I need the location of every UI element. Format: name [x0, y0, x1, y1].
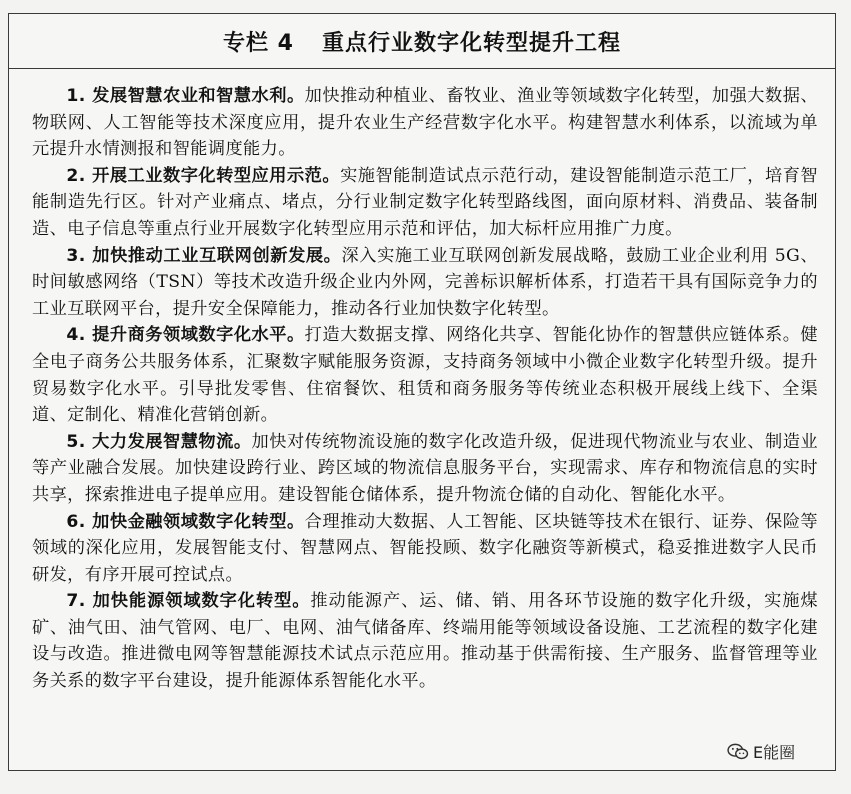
- paragraph-head: 7. 加快能源领域数字化转型。: [66, 591, 311, 612]
- watermark: [727, 740, 795, 763]
- paragraph-2: [32, 163, 818, 243]
- paragraph-1: [32, 83, 818, 163]
- paragraph-head: 2. 开展工业数字化转型应用示范。: [66, 165, 341, 186]
- column-content: [9, 69, 835, 695]
- wechat-icon: [727, 743, 749, 761]
- paragraph-body: 打造大数据支撑、网络化共享、智能化协作的智慧供应链体系。健全电子商务公共服务体系，汇聚数字赋能服务资源，支持商务领域中小微企业数字化转型升级。提升贸易数字化水平。引导批发零售、住宿餐饮、租赁和商务服务等传统业态积极开展线上线下、全渠道、定制化、精准化营销创新。: [32, 325, 818, 426]
- paragraph-3: [32, 243, 818, 323]
- paragraph-7: [32, 588, 818, 694]
- paragraph-body: 推动能源产、运、储、销、用各环节设施的数字化升级，实施煤矿、油气田、油气管网、电厂、电网、油气储备库、终端用能等领域设备设施、工艺流程的数字化建设与改造。推进微电网等智慧能源技术试点示范应用。推动基于供需衔接、生产服务、监督管理等业务关系的数字平台建设，提升能源体系智能化水平。: [32, 591, 818, 692]
- paragraph-head: 4. 提升商务领域数字化水平。: [66, 325, 305, 346]
- paragraph-6: [32, 509, 818, 589]
- column-box: [8, 13, 836, 771]
- paragraph-5: [32, 429, 818, 509]
- paragraph-body: 加快推动种植业、畜牧业、渔业等领域数字化转型，加强大数据、物联网、人工智能等技术深度应用，提升农业生产经营数字化水平。构建智慧水利体系，以流域为单元提升水情测报和智能调度能力。: [32, 86, 818, 160]
- column-label: 专栏 4: [223, 30, 294, 56]
- watermark-text: E能圈: [753, 743, 796, 762]
- column-title: [9, 14, 835, 69]
- paragraph-body: 实施智能制造试点示范行动，建设智能制造示范工厂，培育智能制造先行区。针对产业痛点、堵点，分行业制定数字化转型路线图，面向原材料、消费品、装备制造、电子信息等重点行业开展数字化转型应用示范和评估，加大标杆应用推广力度。: [32, 165, 818, 239]
- paragraph-head: 5. 大力发展智慧物流。: [66, 431, 252, 452]
- paragraph-body: 合理推动大数据、人工智能、区块链等技术在银行、证券、保险等领域的深化应用，发展智能支付、智慧网点、智能投顾、数字化融资等新模式，稳妥推进数字人民币研发，有序开展可控试点。: [32, 511, 818, 585]
- paragraph-head: 1. 发展智慧农业和智慧水利。: [66, 86, 305, 106]
- paragraph-body: 加快对传统物流设施的数字化改造升级，促进现代物流业与农业、制造业等产业融合发展。加快建设跨行业、跨区域的物流信息服务平台，实现需求、库存和物流信息的实时共享，探索推进电子提单应用。建设智能仓储体系，提升物流仓储的自动化、智能化水平。: [32, 431, 818, 505]
- paragraph-4: [32, 322, 818, 428]
- paragraph-head: 6. 加快金融领域数字化转型。: [66, 511, 305, 532]
- paragraph-head: 3. 加快推动工业互联网创新发展。: [66, 245, 342, 266]
- paragraph-body: 深入实施工业互联网创新发展战略，鼓励工业企业利用 5G、时间敏感网络（TSN）等技术改造升级企业内外网，完善标识解析体系，打造若干具有国际竞争力的工业互联网平台，提升安全保障能力，推动各行业加快数字化转型。: [32, 245, 818, 319]
- column-heading: 重点行业数字化转型提升工程: [321, 30, 621, 56]
